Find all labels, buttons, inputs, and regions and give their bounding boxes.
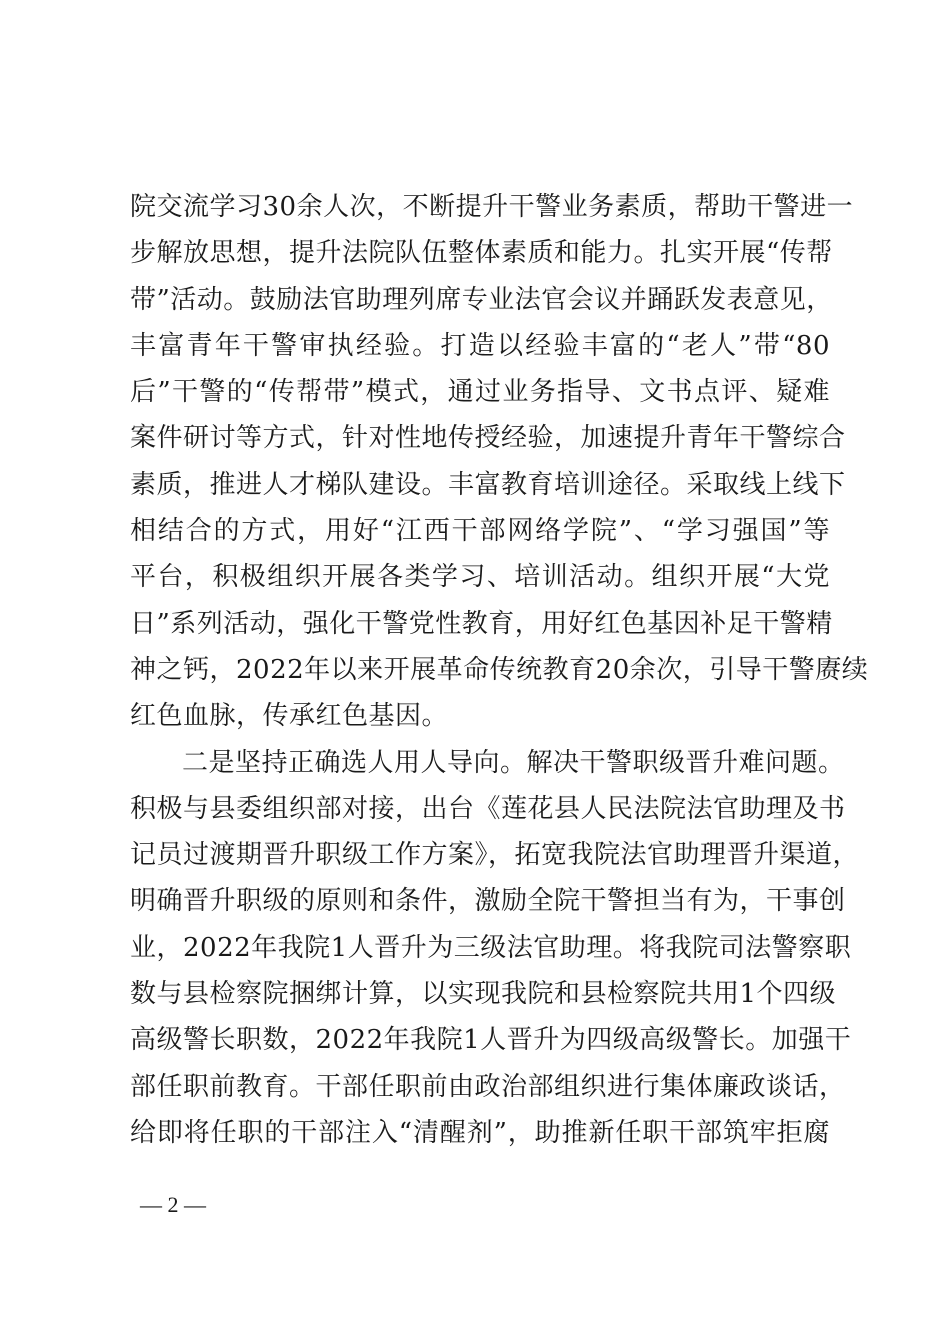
text-line: 后”干警的“传帮带”模式，通过业务指导、文书点评、疑难 — [130, 377, 830, 408]
paragraph-start-line: 二是坚持正确选人用人导向。解决干警职级晋升难问题。 — [182, 747, 845, 778]
text-line: 丰富青年干警审执经验。打造以经验丰富的“老人”带“80 — [130, 330, 830, 361]
text-line: 院交流学习30余人次，不断提升干警业务素质，帮助干警进一 — [130, 192, 854, 222]
body-text — [130, 184, 869, 1156]
text-line: 神之钙，2022年以来开展革命传统教育20余次，引导干警赓续 — [130, 654, 869, 685]
text-line: 高级警长职数，2022年我院1人晋升为四级高级警长。加强干 — [130, 1025, 852, 1056]
text-line: 平台，积极组织开展各类学习、培训活动。组织开展“大党 — [130, 562, 830, 593]
text-line: 相结合的方式，用好“江西干部网络学院”、“学习强国”等 — [130, 516, 830, 547]
text-line: 业，2022年我院1人晋升为三级法官助理。将我院司法警察职 — [130, 932, 852, 963]
text-line: 积极与县委组织部对接，出台《莲花县人民法院法官助理及书 — [130, 793, 846, 824]
text-line: 素质，推进人才梯队建设。丰富教育培训途径。采取线上线下 — [130, 469, 846, 500]
text-line: 部任职前教育。干部任职前由政治部组织进行集体廉政谈话， — [130, 1071, 846, 1102]
text-line: 数与县检察院捆绑计算，以实现我院和县检察院共用1个四级 — [130, 979, 837, 1010]
paragraph-end-line: 红色血脉，传承红色基因。 — [130, 701, 449, 732]
text-line: 记员过渡期晋升职级工作方案》，拓宽我院法官助理晋升渠道， — [130, 840, 860, 871]
text-line: 给即将任职的干部注入“清醒剂”，助推新任职干部筑牢拒腐 — [130, 1117, 830, 1148]
text-line: 步解放思想，提升法院队伍整体素质和能力。扎实开展“传帮 — [130, 238, 833, 269]
text-line: 案件研讨等方式，针对性地传授经验，加速提升青年干警综合 — [130, 423, 846, 454]
text-line: 带”活动。鼓励法官助理列席专业法官会议并踊跃发表意见， — [130, 284, 833, 315]
text-line: 明确晋升职级的原则和条件，激励全院干警担当有为，干事创 — [130, 886, 846, 917]
text-line: 日”系列活动，强化干警党性教育，用好红色基因补足干警精 — [130, 608, 833, 639]
page-number: — 2 — — [140, 1192, 206, 1217]
